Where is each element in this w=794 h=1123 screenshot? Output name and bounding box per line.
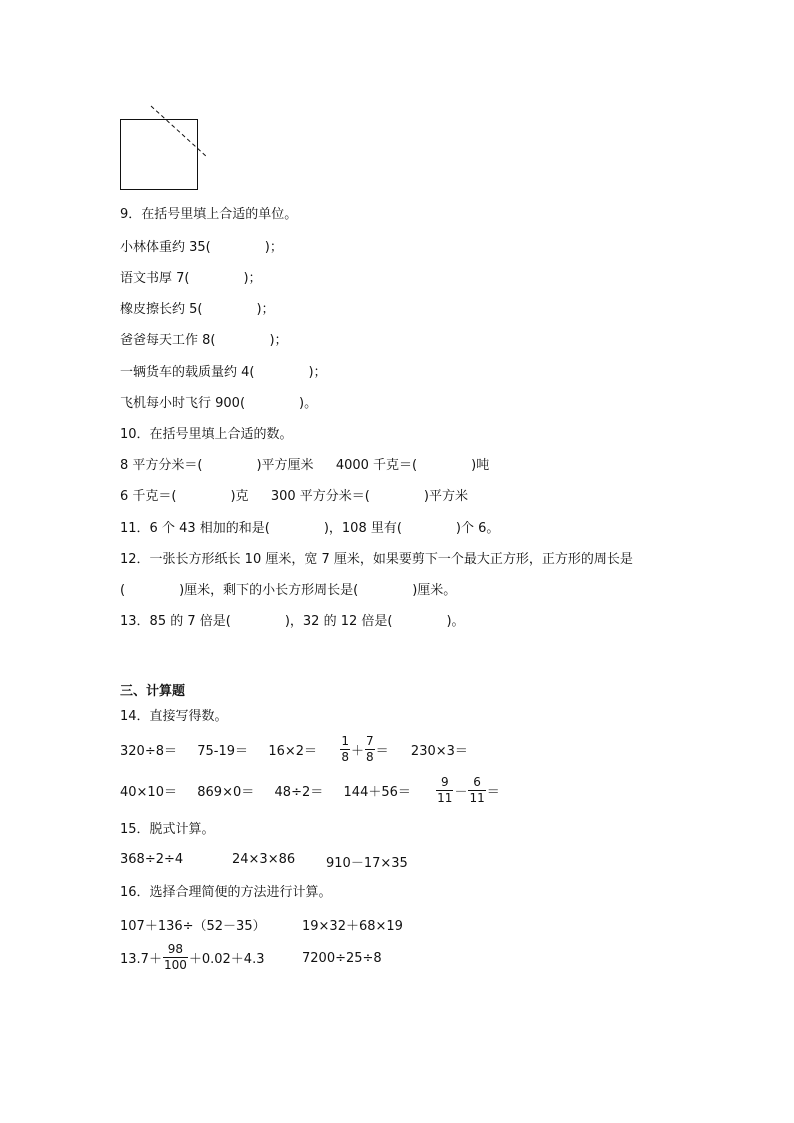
square-cut-figure	[118, 100, 214, 192]
q15-title: 15．脱式计算。	[120, 822, 215, 837]
q14-title: 14．直接写得数。	[120, 709, 228, 724]
q16-item-3: 13.7＋ $\frac{98}{100}$ ＋0.02＋4.3	[120, 942, 265, 972]
q16-item-1: 107＋136÷（52－35）	[120, 919, 266, 934]
q16-item-2: 19×32＋68×19	[302, 919, 403, 934]
q12-line-2: ( )厘米，剩下的小长方形周长是( )厘米。	[120, 583, 457, 598]
q9-item-1: 小林体重约 35( )；	[120, 240, 283, 255]
q13: 13．85 的 7 倍是( )，32 的 12 倍是( )。	[120, 614, 465, 629]
q10-row-2: 6 千克＝( )克 300 平方分米＝( )平方米	[120, 489, 468, 504]
q9-item-2: 语文书厚 7( )；	[120, 271, 262, 286]
q16-item-4: 7200÷25÷8	[302, 951, 382, 966]
dashed-cut-line	[151, 106, 207, 157]
section-3-title: 三、计算题	[120, 684, 186, 699]
q16-title: 16．选择合理简便的方法进行计算。	[120, 885, 332, 900]
square	[121, 120, 198, 190]
q15-item-1: 368÷2÷4	[120, 852, 184, 867]
q9-item-4: 爸爸每天工作 8( )；	[120, 333, 288, 348]
q9-item-6: 飞机每小时飞行 900( )。	[120, 396, 318, 411]
fraction: $\frac{98}{100}$	[163, 942, 187, 972]
q14-row-1: 320÷8＝ 75-19＝ 16×2＝ $\frac{1}{8}$ ＋ $\frac{7}{8}$ ＝ 230×3＝	[120, 734, 468, 764]
fraction: $\frac{6}{11}$	[469, 775, 485, 805]
q14-row-2: 40×10＝ 869×0＝ 48÷2＝ 144＋56＝ $\frac{9}{11}$ － $\frac{6}{11}$ ＝	[120, 775, 500, 805]
q12-line-1: 12．一张长方形纸长 10 厘米，宽 7 厘米，如果要剪下一个最大正方形，正方形的周长是	[120, 552, 633, 567]
fraction: $\frac{1}{8}$	[341, 734, 349, 764]
q9-title: 9．在括号里填上合适的单位。	[120, 207, 298, 222]
q9-item-5: 一辆货车的载质量约 4( )；	[120, 365, 327, 380]
q10-row-1: 8 平方分米＝( )平方厘米 4000 千克＝( )吨	[120, 458, 490, 473]
q9-item-3: 橡皮擦长约 5( )；	[120, 302, 275, 317]
fraction: $\frac{9}{11}$	[437, 775, 453, 805]
fraction: $\frac{7}{8}$	[365, 734, 374, 764]
q15-item-3: 910－17×35	[326, 856, 408, 871]
q10-title: 10．在括号里填上合适的数。	[120, 427, 293, 442]
q11: 11．6 个 43 相加的和是( )，108 里有( )个 6。	[120, 521, 500, 536]
q15-item-2: 24×3×86	[232, 852, 296, 867]
